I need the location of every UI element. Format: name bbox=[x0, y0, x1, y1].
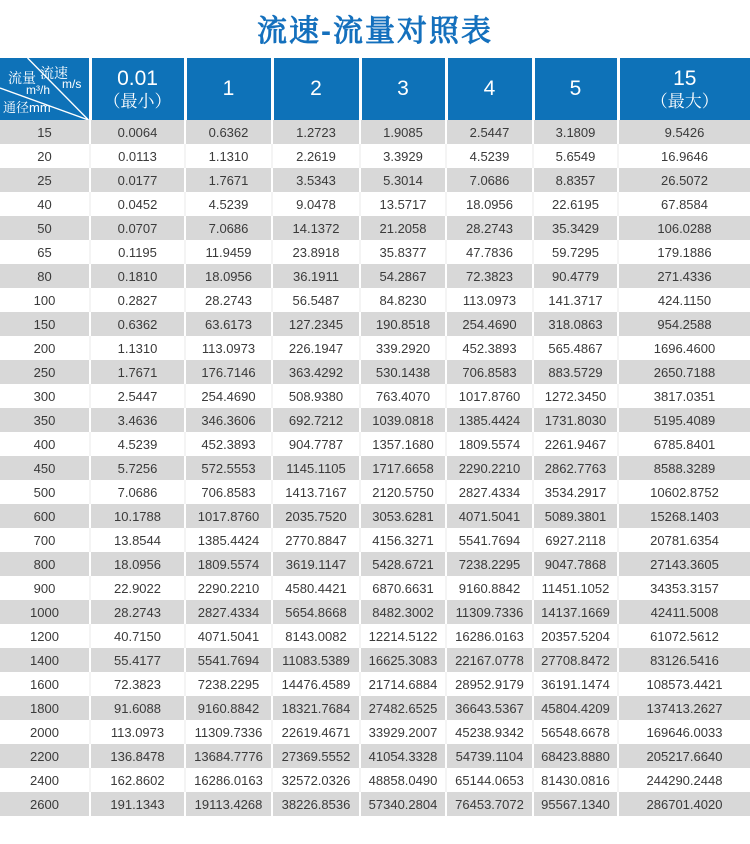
value-cell: 1017.8760 bbox=[185, 504, 272, 528]
value-cell: 1145.1105 bbox=[272, 456, 360, 480]
value-cell: 11451.1052 bbox=[533, 576, 618, 600]
flow-unit-label: m³/h bbox=[26, 83, 50, 97]
value-cell: 0.0177 bbox=[90, 168, 185, 192]
value-cell: 18.0956 bbox=[185, 264, 272, 288]
value-cell: 179.1886 bbox=[618, 240, 750, 264]
value-cell: 36643.5367 bbox=[446, 696, 533, 720]
value-cell: 7.0686 bbox=[90, 480, 185, 504]
diameter-cell: 400 bbox=[0, 432, 90, 456]
value-cell: 22167.0778 bbox=[446, 648, 533, 672]
value-cell: 2862.7763 bbox=[533, 456, 618, 480]
diameter-cell: 300 bbox=[0, 384, 90, 408]
value-cell: 1.7671 bbox=[185, 168, 272, 192]
value-cell: 1385.4424 bbox=[185, 528, 272, 552]
diameter-cell: 1400 bbox=[0, 648, 90, 672]
value-cell: 9160.8842 bbox=[446, 576, 533, 600]
table-row bbox=[0, 168, 750, 192]
value-cell: 136.8478 bbox=[90, 744, 185, 768]
value-cell: 83126.5416 bbox=[618, 648, 750, 672]
value-cell: 4.5239 bbox=[185, 192, 272, 216]
value-cell: 8588.3289 bbox=[618, 456, 750, 480]
value-cell: 10.1788 bbox=[90, 504, 185, 528]
diameter-cell: 150 bbox=[0, 312, 90, 336]
value-cell: 4071.5041 bbox=[446, 504, 533, 528]
value-cell: 7.0686 bbox=[446, 168, 533, 192]
value-cell: 2650.7188 bbox=[618, 360, 750, 384]
col-header-3 bbox=[360, 58, 446, 120]
value-cell: 108573.4421 bbox=[618, 672, 750, 696]
table-row bbox=[0, 480, 750, 504]
col-header-note: （最小） bbox=[103, 92, 172, 111]
col-header-value: 15 bbox=[673, 67, 697, 90]
value-cell: 36.1911 bbox=[272, 264, 360, 288]
value-cell: 572.5553 bbox=[185, 456, 272, 480]
diameter-cell: 20 bbox=[0, 144, 90, 168]
value-cell: 113.0973 bbox=[90, 720, 185, 744]
value-cell: 57340.2804 bbox=[360, 792, 446, 816]
diameter-cell: 1200 bbox=[0, 624, 90, 648]
value-cell: 26.5072 bbox=[618, 168, 750, 192]
value-cell: 0.6362 bbox=[90, 312, 185, 336]
diameter-cell: 2400 bbox=[0, 768, 90, 792]
col-header-4 bbox=[446, 58, 533, 120]
value-cell: 1731.8030 bbox=[533, 408, 618, 432]
table-row bbox=[0, 408, 750, 432]
value-cell: 5.6549 bbox=[533, 144, 618, 168]
table-row bbox=[0, 144, 750, 168]
value-cell: 67.8584 bbox=[618, 192, 750, 216]
value-cell: 7238.2295 bbox=[446, 552, 533, 576]
value-cell: 63.6173 bbox=[185, 312, 272, 336]
value-cell: 55.4177 bbox=[90, 648, 185, 672]
value-cell: 2035.7520 bbox=[272, 504, 360, 528]
table-row bbox=[0, 192, 750, 216]
value-cell: 1.9085 bbox=[360, 120, 446, 144]
value-cell: 106.0288 bbox=[618, 216, 750, 240]
diameter-cell: 2600 bbox=[0, 792, 90, 816]
value-cell: 28.2743 bbox=[90, 600, 185, 624]
value-cell: 1385.4424 bbox=[446, 408, 533, 432]
value-cell: 68423.8880 bbox=[533, 744, 618, 768]
value-cell: 95567.1340 bbox=[533, 792, 618, 816]
value-cell: 1.2723 bbox=[272, 120, 360, 144]
table-row bbox=[0, 456, 750, 480]
table-row bbox=[0, 648, 750, 672]
value-cell: 226.1947 bbox=[272, 336, 360, 360]
table-row bbox=[0, 720, 750, 744]
value-cell: 90.4779 bbox=[533, 264, 618, 288]
value-cell: 14137.1669 bbox=[533, 600, 618, 624]
table-row bbox=[0, 240, 750, 264]
value-cell: 27482.6525 bbox=[360, 696, 446, 720]
table-row bbox=[0, 744, 750, 768]
col-header-value: 1 bbox=[222, 77, 235, 100]
comparison-table bbox=[0, 58, 750, 816]
value-cell: 27143.3605 bbox=[618, 552, 750, 576]
diameter-cell: 2200 bbox=[0, 744, 90, 768]
value-cell: 2827.4334 bbox=[446, 480, 533, 504]
value-cell: 2.2619 bbox=[272, 144, 360, 168]
table-row bbox=[0, 696, 750, 720]
value-cell: 339.2920 bbox=[360, 336, 446, 360]
value-cell: 2.5447 bbox=[446, 120, 533, 144]
table-row bbox=[0, 792, 750, 816]
diameter-cell: 1600 bbox=[0, 672, 90, 696]
value-cell: 9160.8842 bbox=[185, 696, 272, 720]
value-cell: 0.0113 bbox=[90, 144, 185, 168]
value-cell: 0.6362 bbox=[185, 120, 272, 144]
value-cell: 9.5426 bbox=[618, 120, 750, 144]
value-cell: 1717.6658 bbox=[360, 456, 446, 480]
value-cell: 1809.5574 bbox=[446, 432, 533, 456]
velocity-unit-label: m/s bbox=[62, 77, 82, 91]
diameter-cell: 800 bbox=[0, 552, 90, 576]
table-row bbox=[0, 432, 750, 456]
value-cell: 141.3717 bbox=[533, 288, 618, 312]
value-cell: 14.1372 bbox=[272, 216, 360, 240]
diameter-cell: 700 bbox=[0, 528, 90, 552]
table-row bbox=[0, 360, 750, 384]
value-cell: 0.1810 bbox=[90, 264, 185, 288]
value-cell: 40.7150 bbox=[90, 624, 185, 648]
value-cell: 27369.5552 bbox=[272, 744, 360, 768]
header-row bbox=[0, 58, 750, 120]
value-cell: 1696.4600 bbox=[618, 336, 750, 360]
value-cell: 137413.2627 bbox=[618, 696, 750, 720]
col-header-value: 2 bbox=[310, 77, 322, 100]
value-cell: 14476.4589 bbox=[272, 672, 360, 696]
col-header-value: 3 bbox=[397, 77, 409, 100]
value-cell: 6785.8401 bbox=[618, 432, 750, 456]
value-cell: 565.4867 bbox=[533, 336, 618, 360]
col-header-1 bbox=[185, 58, 272, 120]
value-cell: 11083.5389 bbox=[272, 648, 360, 672]
diameter-cell: 2000 bbox=[0, 720, 90, 744]
value-cell: 4.5239 bbox=[446, 144, 533, 168]
table-row bbox=[0, 768, 750, 792]
value-cell: 318.0863 bbox=[533, 312, 618, 336]
value-cell: 11309.7336 bbox=[185, 720, 272, 744]
diameter-cell: 500 bbox=[0, 480, 90, 504]
value-cell: 7238.2295 bbox=[185, 672, 272, 696]
value-cell: 254.4690 bbox=[185, 384, 272, 408]
col-header-value: 4 bbox=[483, 77, 496, 100]
value-cell: 13.5717 bbox=[360, 192, 446, 216]
value-cell: 65144.0653 bbox=[446, 768, 533, 792]
value-cell: 22.9022 bbox=[90, 576, 185, 600]
value-cell: 3817.0351 bbox=[618, 384, 750, 408]
diameter-cell: 450 bbox=[0, 456, 90, 480]
value-cell: 190.8518 bbox=[360, 312, 446, 336]
value-cell: 42411.5008 bbox=[618, 600, 750, 624]
table-row bbox=[0, 336, 750, 360]
col-header-15 bbox=[618, 58, 750, 120]
value-cell: 2.5447 bbox=[90, 384, 185, 408]
value-cell: 54.2867 bbox=[360, 264, 446, 288]
value-cell: 36191.1474 bbox=[533, 672, 618, 696]
value-cell: 20781.6354 bbox=[618, 528, 750, 552]
value-cell: 45238.9342 bbox=[446, 720, 533, 744]
value-cell: 4580.4421 bbox=[272, 576, 360, 600]
value-cell: 81430.0816 bbox=[533, 768, 618, 792]
diameter-cell: 1000 bbox=[0, 600, 90, 624]
value-cell: 91.6088 bbox=[90, 696, 185, 720]
value-cell: 162.8602 bbox=[90, 768, 185, 792]
corner-cell bbox=[0, 58, 90, 120]
value-cell: 0.0707 bbox=[90, 216, 185, 240]
value-cell: 2261.9467 bbox=[533, 432, 618, 456]
value-cell: 45804.4209 bbox=[533, 696, 618, 720]
table-row bbox=[0, 552, 750, 576]
value-cell: 20357.5204 bbox=[533, 624, 618, 648]
value-cell: 2290.2210 bbox=[185, 576, 272, 600]
value-cell: 346.3606 bbox=[185, 408, 272, 432]
value-cell: 0.0064 bbox=[90, 120, 185, 144]
diameter-cell: 600 bbox=[0, 504, 90, 528]
value-cell: 0.1195 bbox=[90, 240, 185, 264]
value-cell: 363.4292 bbox=[272, 360, 360, 384]
value-cell: 18321.7684 bbox=[272, 696, 360, 720]
value-cell: 21.2058 bbox=[360, 216, 446, 240]
value-cell: 16286.0163 bbox=[185, 768, 272, 792]
value-cell: 7.0686 bbox=[185, 216, 272, 240]
value-cell: 35.8377 bbox=[360, 240, 446, 264]
value-cell: 48858.0490 bbox=[360, 768, 446, 792]
diameter-cell: 40 bbox=[0, 192, 90, 216]
value-cell: 205217.6640 bbox=[618, 744, 750, 768]
value-cell: 191.1343 bbox=[90, 792, 185, 816]
diameter-cell: 80 bbox=[0, 264, 90, 288]
value-cell: 3.3929 bbox=[360, 144, 446, 168]
value-cell: 22.6195 bbox=[533, 192, 618, 216]
table-row bbox=[0, 504, 750, 528]
table-row bbox=[0, 624, 750, 648]
value-cell: 4071.5041 bbox=[185, 624, 272, 648]
value-cell: 2770.8847 bbox=[272, 528, 360, 552]
page-title: 流速-流量对照表 bbox=[257, 15, 493, 48]
value-cell: 5654.8668 bbox=[272, 600, 360, 624]
value-cell: 3053.6281 bbox=[360, 504, 446, 528]
value-cell: 32572.0326 bbox=[272, 768, 360, 792]
table-row bbox=[0, 528, 750, 552]
value-cell: 54739.1104 bbox=[446, 744, 533, 768]
col-header-value: 5 bbox=[569, 77, 582, 100]
flow-axis-label: 流量 bbox=[8, 70, 36, 86]
value-cell: 9.0478 bbox=[272, 192, 360, 216]
value-cell: 41054.3328 bbox=[360, 744, 446, 768]
value-cell: 2290.2210 bbox=[446, 456, 533, 480]
col-header-5 bbox=[533, 58, 618, 120]
value-cell: 883.5729 bbox=[533, 360, 618, 384]
table-row bbox=[0, 576, 750, 600]
value-cell: 0.0452 bbox=[90, 192, 185, 216]
diameter-axis-label: 通径mm bbox=[3, 100, 51, 115]
value-cell: 5541.7694 bbox=[446, 528, 533, 552]
value-cell: 28952.9179 bbox=[446, 672, 533, 696]
value-cell: 72.3823 bbox=[90, 672, 185, 696]
value-cell: 1357.1680 bbox=[360, 432, 446, 456]
value-cell: 5.3014 bbox=[360, 168, 446, 192]
value-cell: 113.0973 bbox=[446, 288, 533, 312]
value-cell: 84.8230 bbox=[360, 288, 446, 312]
table-row bbox=[0, 264, 750, 288]
value-cell: 12214.5122 bbox=[360, 624, 446, 648]
value-cell: 1413.7167 bbox=[272, 480, 360, 504]
col-header-0-01 bbox=[90, 58, 185, 120]
diameter-cell: 250 bbox=[0, 360, 90, 384]
value-cell: 1039.0818 bbox=[360, 408, 446, 432]
value-cell: 904.7787 bbox=[272, 432, 360, 456]
value-cell: 692.7212 bbox=[272, 408, 360, 432]
value-cell: 23.8918 bbox=[272, 240, 360, 264]
table-header bbox=[0, 58, 750, 120]
value-cell: 8143.0082 bbox=[272, 624, 360, 648]
value-cell: 286701.4020 bbox=[618, 792, 750, 816]
diameter-cell: 65 bbox=[0, 240, 90, 264]
value-cell: 38226.8536 bbox=[272, 792, 360, 816]
col-header-note: （最大） bbox=[650, 92, 719, 111]
value-cell: 706.8583 bbox=[185, 480, 272, 504]
value-cell: 424.1150 bbox=[618, 288, 750, 312]
value-cell: 18.0956 bbox=[446, 192, 533, 216]
value-cell: 28.2743 bbox=[185, 288, 272, 312]
value-cell: 22619.4671 bbox=[272, 720, 360, 744]
value-cell: 4.5239 bbox=[90, 432, 185, 456]
value-cell: 1809.5574 bbox=[185, 552, 272, 576]
value-cell: 169646.0033 bbox=[618, 720, 750, 744]
value-cell: 16.9646 bbox=[618, 144, 750, 168]
value-cell: 19113.4268 bbox=[185, 792, 272, 816]
value-cell: 244290.2448 bbox=[618, 768, 750, 792]
value-cell: 3.5343 bbox=[272, 168, 360, 192]
value-cell: 11309.7336 bbox=[446, 600, 533, 624]
table-row bbox=[0, 600, 750, 624]
value-cell: 5195.4089 bbox=[618, 408, 750, 432]
value-cell: 2827.4334 bbox=[185, 600, 272, 624]
value-cell: 3619.1147 bbox=[272, 552, 360, 576]
value-cell: 5089.3801 bbox=[533, 504, 618, 528]
value-cell: 34353.3157 bbox=[618, 576, 750, 600]
value-cell: 1.1310 bbox=[185, 144, 272, 168]
value-cell: 954.2588 bbox=[618, 312, 750, 336]
table-row bbox=[0, 120, 750, 144]
value-cell: 127.2345 bbox=[272, 312, 360, 336]
value-cell: 16625.3083 bbox=[360, 648, 446, 672]
diameter-cell: 1800 bbox=[0, 696, 90, 720]
diameter-cell: 900 bbox=[0, 576, 90, 600]
value-cell: 72.3823 bbox=[446, 264, 533, 288]
value-cell: 5428.6721 bbox=[360, 552, 446, 576]
diameter-cell: 100 bbox=[0, 288, 90, 312]
value-cell: 56.5487 bbox=[272, 288, 360, 312]
value-cell: 5.7256 bbox=[90, 456, 185, 480]
value-cell: 76453.7072 bbox=[446, 792, 533, 816]
value-cell: 706.8583 bbox=[446, 360, 533, 384]
value-cell: 9047.7868 bbox=[533, 552, 618, 576]
value-cell: 254.4690 bbox=[446, 312, 533, 336]
velocity-axis-label: 流速 bbox=[40, 65, 68, 81]
col-header-2 bbox=[272, 58, 360, 120]
value-cell: 59.7295 bbox=[533, 240, 618, 264]
value-cell: 2120.5750 bbox=[360, 480, 446, 504]
value-cell: 35.3429 bbox=[533, 216, 618, 240]
value-cell: 27708.8472 bbox=[533, 648, 618, 672]
value-cell: 3.1809 bbox=[533, 120, 618, 144]
value-cell: 763.4070 bbox=[360, 384, 446, 408]
value-cell: 452.3893 bbox=[446, 336, 533, 360]
value-cell: 5541.7694 bbox=[185, 648, 272, 672]
value-cell: 452.3893 bbox=[185, 432, 272, 456]
value-cell: 1.1310 bbox=[90, 336, 185, 360]
value-cell: 0.2827 bbox=[90, 288, 185, 312]
diameter-cell: 15 bbox=[0, 120, 90, 144]
value-cell: 176.7146 bbox=[185, 360, 272, 384]
value-cell: 21714.6884 bbox=[360, 672, 446, 696]
table-row bbox=[0, 312, 750, 336]
value-cell: 18.0956 bbox=[90, 552, 185, 576]
value-cell: 8482.3002 bbox=[360, 600, 446, 624]
value-cell: 10602.8752 bbox=[618, 480, 750, 504]
diameter-cell: 200 bbox=[0, 336, 90, 360]
value-cell: 1017.8760 bbox=[446, 384, 533, 408]
value-cell: 113.0973 bbox=[185, 336, 272, 360]
value-cell: 61072.5612 bbox=[618, 624, 750, 648]
value-cell: 6870.6631 bbox=[360, 576, 446, 600]
table-row bbox=[0, 384, 750, 408]
value-cell: 508.9380 bbox=[272, 384, 360, 408]
value-cell: 6927.2118 bbox=[533, 528, 618, 552]
table-row bbox=[0, 216, 750, 240]
value-cell: 16286.0163 bbox=[446, 624, 533, 648]
table-row bbox=[0, 288, 750, 312]
table-body bbox=[0, 120, 750, 816]
diameter-cell: 350 bbox=[0, 408, 90, 432]
value-cell: 8.8357 bbox=[533, 168, 618, 192]
value-cell: 28.2743 bbox=[446, 216, 533, 240]
value-cell: 1.7671 bbox=[90, 360, 185, 384]
diameter-cell: 25 bbox=[0, 168, 90, 192]
value-cell: 56548.6678 bbox=[533, 720, 618, 744]
value-cell: 3.4636 bbox=[90, 408, 185, 432]
value-cell: 13684.7776 bbox=[185, 744, 272, 768]
table-row bbox=[0, 672, 750, 696]
col-header-value: 0.01 bbox=[117, 67, 158, 90]
value-cell: 1272.3450 bbox=[533, 384, 618, 408]
value-cell: 15268.1403 bbox=[618, 504, 750, 528]
value-cell: 47.7836 bbox=[446, 240, 533, 264]
value-cell: 271.4336 bbox=[618, 264, 750, 288]
value-cell: 4156.3271 bbox=[360, 528, 446, 552]
value-cell: 530.1438 bbox=[360, 360, 446, 384]
value-cell: 11.9459 bbox=[185, 240, 272, 264]
diameter-cell: 50 bbox=[0, 216, 90, 240]
value-cell: 13.8544 bbox=[90, 528, 185, 552]
value-cell: 33929.2007 bbox=[360, 720, 446, 744]
value-cell: 3534.2917 bbox=[533, 480, 618, 504]
